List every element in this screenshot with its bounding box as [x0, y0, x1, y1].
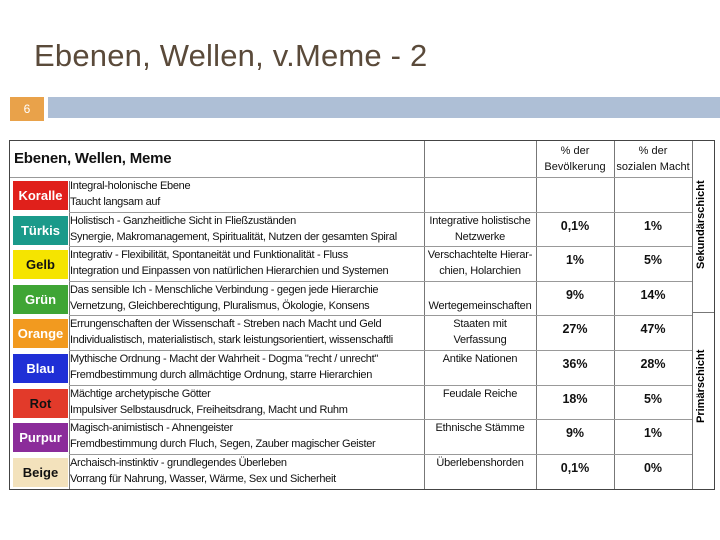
level-description-2: Fremdbestimmung durch Fluch, Segen, Zauber magischer Geister	[70, 438, 376, 451]
row-divider	[69, 281, 692, 282]
level-badge: Purpur	[13, 423, 68, 452]
structure-1: Verschachtelte Hierar-	[427, 249, 533, 262]
pct-macht: 47%	[640, 322, 666, 337]
level-badge: Blau	[13, 354, 68, 383]
level-description-2: Synergie, Makromanagement, Spiritualität, Nutzen der gesamten Spiral	[70, 230, 397, 243]
level-description-2: Integration und Einpassen von natürlichen Hierarchien und Systemen	[70, 265, 389, 278]
level-badge: Koralle	[13, 181, 68, 210]
divider	[692, 141, 693, 489]
row-divider	[69, 350, 692, 351]
header-line: Bevölkerung	[544, 161, 606, 173]
structure-1: Antike Nationen	[442, 353, 518, 365]
spiral-table	[9, 140, 715, 490]
level-description-2: Vorrang für Nahrung, Wasser, Wärme, Sex und Sicherheit	[70, 472, 336, 485]
pct-bevoelkerung: 9%	[565, 426, 585, 441]
structure-1: Integrative holistische	[429, 214, 531, 227]
level-description-1: Holistisch - Ganzheitliche Sicht in Fließzuständen	[70, 214, 296, 227]
level-description-2: Vernetzung, Gleichberechtigung, Pluralismus, Ökologie, Konsens	[70, 299, 370, 312]
level-description-1: Magisch-animistisch - Ahnengeister	[70, 422, 233, 435]
level-badge: Grün	[13, 285, 68, 314]
level-badge: Türkis	[13, 216, 68, 245]
header-line: % der	[560, 145, 590, 157]
header-line: % der	[638, 145, 668, 157]
row-divider	[69, 212, 692, 213]
structure-2: Verfassung	[453, 334, 507, 347]
level-description-2: Impulsiver Selbstausdruck, Freiheitsdrang, Macht und Ruhm	[70, 403, 348, 416]
level-description-1: Errungenschaften der Wissenschaft - Streben nach Macht und Geld	[70, 318, 382, 331]
pct-macht: 1%	[643, 218, 663, 233]
pct-bevoelkerung: 27%	[562, 322, 588, 337]
structure-1: Feudale Reiche	[442, 387, 518, 400]
structure-1: Staaten mit	[453, 318, 507, 331]
header-bar	[48, 97, 720, 118]
level-description-1: Das sensible Ich - Menschliche Verbindung - gegen jede Hierarchie	[70, 283, 379, 296]
pct-bevoelkerung: 0,1%	[560, 460, 590, 475]
level-description-2: Individualistisch, materialistisch, stark leistungsorientiert, wissenschaftli	[70, 334, 393, 347]
level-description-1: Mythische Ordnung - Macht der Wahrheit - Dogma "recht / unrecht"	[70, 353, 378, 365]
structure-2: Netzwerke	[454, 230, 506, 243]
table-heading: Ebenen, Wellen, Meme	[14, 150, 172, 167]
side-label-primary: Primärschicht	[695, 349, 707, 423]
row-divider	[69, 246, 692, 247]
level-description-1: Archaisch-instinktiv - grundlegendes Überleben	[70, 456, 287, 469]
pct-macht: 0%	[643, 460, 663, 475]
pct-macht: 5%	[643, 391, 663, 406]
row-divider	[69, 454, 692, 455]
pct-macht: 1%	[643, 426, 663, 441]
pct-bevoelkerung: 36%	[562, 357, 588, 371]
row-divider	[69, 315, 692, 316]
pct-macht: 14%	[640, 287, 666, 302]
side-divider	[692, 312, 714, 313]
slide-title: Ebenen, Wellen, v.Meme - 2	[34, 38, 428, 73]
pct-macht: 28%	[640, 357, 666, 371]
level-description-2: Taucht langsam auf	[70, 196, 160, 208]
header-line: sozialen Macht	[616, 161, 690, 173]
structure-1: Überlebenshorden	[436, 456, 524, 469]
pct-bevoelkerung: 9%	[565, 287, 585, 302]
pct-bevoelkerung: 1%	[565, 253, 585, 268]
structure-2: chien, Holarchien	[439, 265, 521, 278]
slide-number: 6	[10, 97, 44, 121]
header-macht	[614, 143, 692, 175]
row-divider	[69, 385, 692, 386]
level-badge: Rot	[13, 389, 68, 418]
structure-2: Wertegemeinschaften	[428, 299, 532, 312]
level-badge: Beige	[13, 458, 68, 487]
pct-macht: 5%	[643, 253, 663, 268]
level-badge: Gelb	[13, 250, 68, 279]
level-description-2: Fremdbestimmung durch allmächtige Ordnung, starre Hierarchien	[70, 369, 373, 381]
structure-1: Ethnische Stämme	[435, 422, 525, 435]
level-badge: Orange	[13, 319, 68, 348]
header-bevoelkerung	[536, 143, 614, 175]
row-divider	[69, 419, 692, 420]
level-description-1: Integrativ - Flexibilität, Spontaneität und Funktionalität - Fluss	[70, 249, 348, 262]
side-label-secondary: Sekundärschicht	[695, 180, 707, 270]
pct-bevoelkerung: 18%	[562, 391, 588, 406]
level-description-1: Integral-holonische Ebene	[70, 180, 191, 192]
pct-bevoelkerung: 0,1%	[560, 218, 590, 233]
level-description-1: Mächtige archetypische Götter	[70, 387, 211, 400]
